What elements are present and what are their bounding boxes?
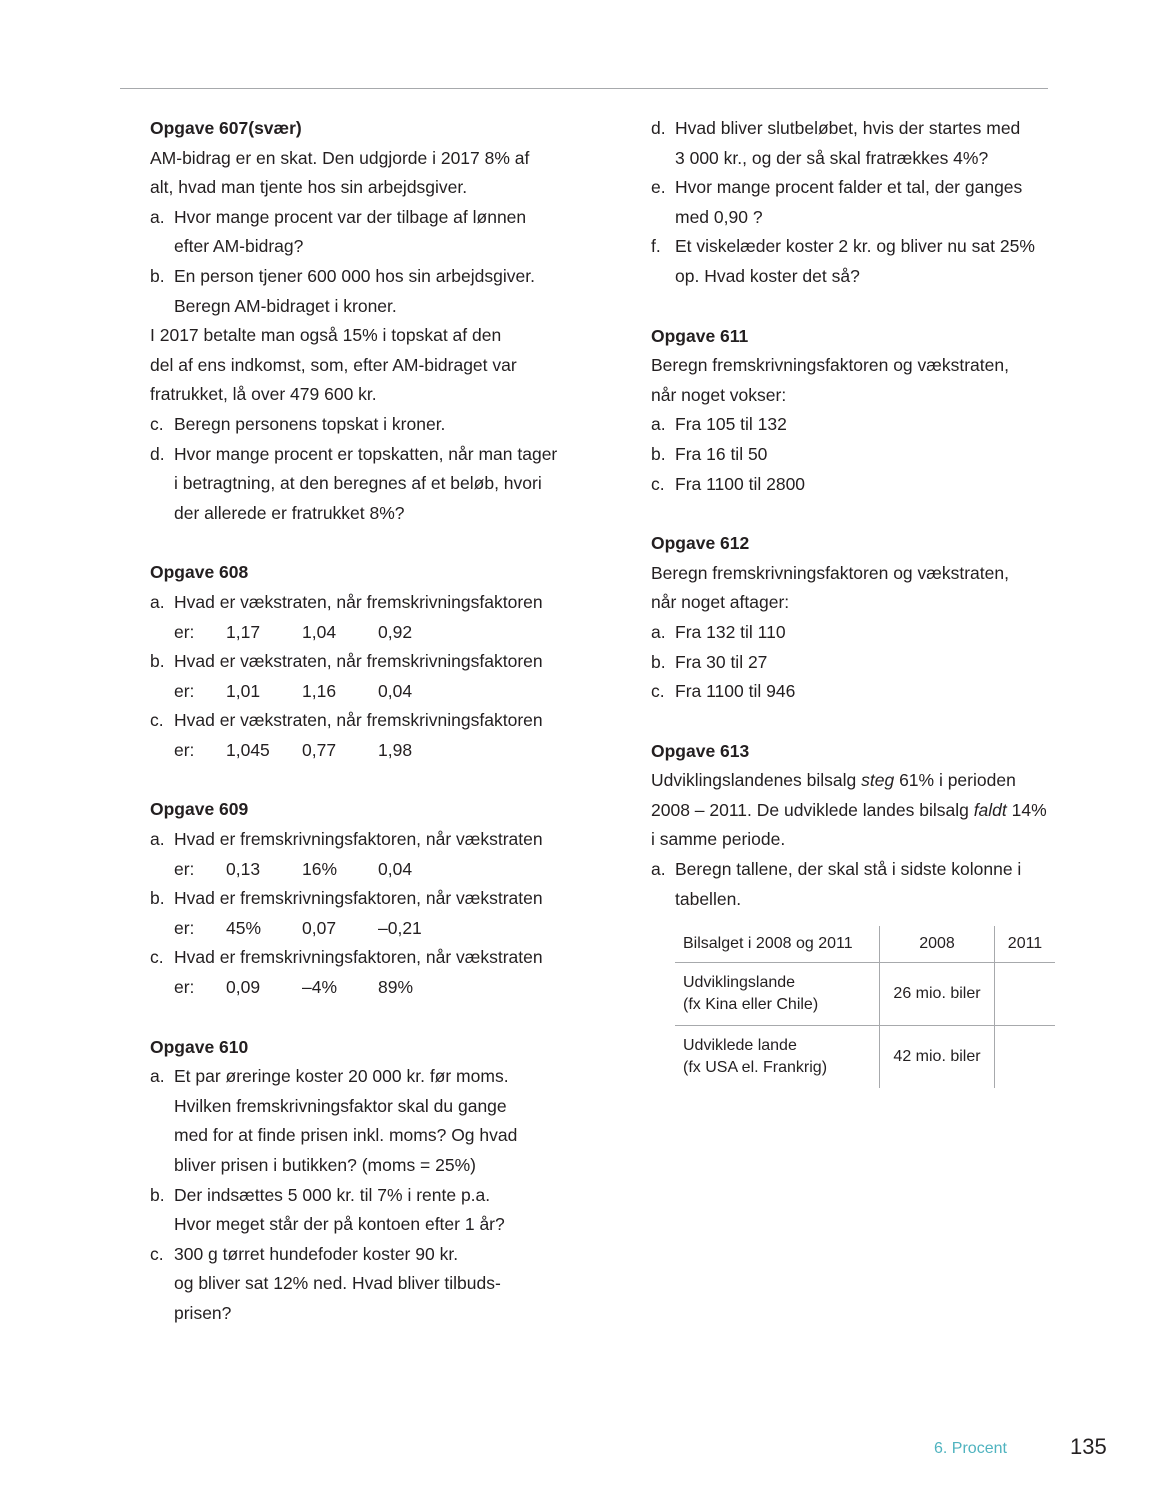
text-line: I 2017 betalte man også 15% i topskat af den: [150, 325, 502, 346]
row-name-line: (fx USA el. Frankrig): [683, 1059, 828, 1077]
question-letter: a.: [651, 859, 666, 880]
text-line: Fra 132 til 110: [675, 621, 786, 642]
question-c: [150, 1240, 590, 1329]
exercise-607: [150, 114, 590, 528]
question-b: [651, 440, 1091, 470]
exercise-title: Opgave 609: [150, 799, 249, 820]
value: 16%: [302, 858, 338, 879]
text-line: op. Hvad koster det så?: [675, 265, 860, 286]
table-cell-2008: 26 mio. biler: [880, 963, 995, 1026]
question-letter: c.: [150, 413, 164, 434]
value-prefix: er:: [174, 621, 195, 642]
question-c: [651, 470, 1091, 500]
text-line: Et viskelæder koster 2 kr. og bliver nu sat 25%: [675, 236, 1035, 257]
text-line: Beregn fremskrivningsfaktoren og vækstraten,: [651, 562, 1009, 583]
question-letter: a.: [150, 1066, 165, 1087]
table-cell-2011: [995, 963, 1056, 1026]
table-header-cell: 2008: [880, 926, 995, 963]
text-line: tabellen.: [675, 888, 742, 909]
text-line: alt, hvad man tjente hos sin arbejdsgiver.: [150, 177, 468, 198]
question-c: [150, 706, 590, 736]
value: 0,04: [378, 858, 413, 879]
text-line: med 0,90 ?: [675, 206, 763, 227]
question-b: [150, 884, 590, 914]
question-letter: a.: [651, 621, 666, 642]
exercise-612: [651, 529, 1091, 707]
text-line: Hvad er fremskrivningsfaktoren, når vækstraten: [174, 829, 543, 850]
text-line: Hvor meget står der på kontoen efter 1 år?: [174, 1214, 505, 1235]
question-f: [651, 232, 1091, 291]
text-line: Hvad bliver slutbeløbet, hvis der startes med: [675, 118, 1021, 138]
text-line: Beregn tallene, der skal stå i sidste kolonne i: [675, 859, 1022, 880]
value: –4%: [302, 977, 338, 998]
value-prefix: er:: [174, 977, 195, 998]
text-line: efter AM-bidrag?: [174, 236, 304, 257]
value: 0,77: [302, 739, 337, 760]
text-line: når noget vokser:: [651, 384, 787, 405]
value-prefix: er:: [174, 858, 195, 879]
car-sales-table: [675, 926, 1055, 1088]
value-row: [150, 973, 590, 1003]
text-line: Hvad er vækstraten, når fremskrivningsfaktoren: [174, 651, 543, 672]
text-line: Hvor mange procent falder et tal, der ganges: [675, 177, 1023, 198]
text-line: Hvad er fremskrivningsfaktoren, når vækstraten: [174, 947, 543, 968]
question-letter: c.: [651, 681, 665, 702]
text-line: i betragtning, at den beregnes af et beløb, hvori: [174, 473, 542, 494]
question-b: [150, 647, 590, 677]
text-line: Beregn fremskrivningsfaktoren og vækstraten,: [651, 355, 1009, 376]
text-line: bliver prisen i butikken? (moms = 25%): [174, 1155, 476, 1175]
exercise-title: Opgave 610: [150, 1036, 249, 1057]
question-letter: f.: [651, 236, 661, 257]
value: 1,98: [378, 739, 413, 760]
value: 1,01: [226, 680, 261, 701]
row-name-line: Udviklingslande: [683, 974, 796, 992]
exercise-610-continued: [651, 114, 1091, 292]
text-line: Fra 16 til 50: [675, 443, 768, 464]
question-a: [150, 1062, 590, 1180]
exercise-611: [651, 322, 1091, 500]
question-letter: b.: [150, 651, 165, 672]
exercise-title: Opgave 608: [150, 562, 249, 583]
text-line: i samme periode.: [651, 829, 786, 850]
table-header-row: [675, 926, 1055, 963]
text-line: Hvad er vækstraten, når fremskrivningsfaktoren: [174, 591, 543, 612]
question-letter: b.: [150, 1184, 165, 1205]
value: 0,04: [378, 680, 413, 701]
question-a: [150, 203, 590, 262]
table-header-cell: 2011: [995, 926, 1056, 963]
page-number: 135: [1070, 1434, 1107, 1459]
question-b: [651, 648, 1091, 678]
text-line: Der indsættes 5 000 kr. til 7% i rente p.a.: [174, 1184, 491, 1205]
question-letter: c.: [150, 710, 164, 731]
exercise-610: [150, 1033, 590, 1329]
value: 1,16: [302, 680, 337, 701]
right-column: [651, 114, 1091, 1118]
text-line: Beregn personens topskat i kroner.: [174, 413, 446, 434]
question-a: [651, 618, 1091, 648]
text-line: Fra 1100 til 946: [675, 681, 796, 702]
value-row: [150, 736, 590, 766]
question-a: [651, 410, 1091, 440]
text-line: når noget aftager:: [651, 592, 790, 613]
table-row: [675, 963, 1055, 1026]
text-line: med for at finde prisen inkl. moms? Og hvad: [174, 1125, 518, 1146]
text-line: 3 000 kr., og der så skal fratrækkes 4%?: [675, 147, 989, 168]
question-letter: c.: [150, 1243, 164, 1264]
exercise-title: Opgave 607(svær): [150, 118, 302, 138]
value-prefix: er:: [174, 680, 195, 701]
table-cell-name: [675, 1026, 880, 1089]
table-cell-2011: [995, 1026, 1056, 1089]
question-letter: d.: [651, 118, 666, 138]
question-letter: a.: [150, 829, 165, 850]
exercise-609: [150, 795, 590, 1002]
table-cell-2008: 42 mio. biler: [880, 1026, 995, 1089]
emphasis: steg: [861, 770, 895, 791]
text-line: Fra 1100 til 2800: [675, 473, 806, 494]
text-line: Beregn AM-bidraget i kroner.: [174, 295, 397, 316]
value: 1,04: [302, 621, 337, 642]
question-letter: b.: [150, 265, 165, 286]
value: 0,09: [226, 977, 261, 998]
question-letter: d.: [150, 443, 165, 464]
text-line: [651, 766, 1091, 796]
question-letter: a.: [150, 591, 165, 612]
row-name-line: Udviklede lande: [683, 1037, 797, 1055]
text-span: 14%: [1006, 799, 1047, 820]
value: –0,21: [378, 917, 422, 938]
question-a: [150, 825, 590, 855]
text-line: En person tjener 600 000 hos sin arbejdsgiver.: [174, 265, 535, 286]
exercise-title: Opgave 613: [651, 740, 750, 761]
text-line: [651, 796, 1091, 826]
question-c: [651, 677, 1091, 707]
text-span: Udviklingslandenes bilsalg: [651, 770, 862, 791]
value: 45%: [226, 917, 262, 938]
question-e: [651, 173, 1091, 232]
text-line: Hvad er vækstraten, når fremskrivningsfaktoren: [174, 710, 543, 731]
text-line: 300 g tørret hundefoder koster 90 kr.: [174, 1243, 459, 1264]
value-prefix: er:: [174, 739, 195, 760]
exercise-608: [150, 558, 590, 765]
left-column: [150, 114, 590, 1359]
question-d: [651, 114, 1091, 173]
value: 1,045: [226, 739, 270, 760]
text-line: Et par øreringe koster 20 000 kr. før moms.: [174, 1066, 509, 1087]
table-cell-name: [675, 963, 880, 1026]
question-letter: e.: [651, 177, 666, 198]
value-row: [150, 677, 590, 707]
question-letter: c.: [651, 473, 665, 494]
text-line: Hvilken fremskrivningsfaktor skal du gange: [174, 1095, 507, 1116]
text-line: og bliver sat 12% ned. Hvad bliver tilbuds-: [174, 1273, 501, 1294]
value: 0,92: [378, 621, 413, 642]
value: 1,17: [226, 621, 261, 642]
value-row: [150, 914, 590, 944]
question-d: [150, 440, 590, 529]
emphasis: faldt: [973, 799, 1007, 820]
text-line: Hvor mange procent var der tilbage af lønnen: [174, 206, 527, 227]
text-line: Hvor mange procent er topskatten, når man tager: [174, 443, 558, 464]
text-line: prisen?: [174, 1302, 232, 1323]
text-span: 61% i perioden: [894, 770, 1016, 791]
footer-chapter: 6. Procent: [934, 1440, 1007, 1457]
exercise-613: [651, 737, 1091, 1089]
text-line: fratrukket, lå over 479 600 kr.: [150, 384, 377, 405]
question-c: [150, 943, 590, 973]
text-line: Fra 30 til 27: [675, 651, 768, 672]
question-a: [651, 855, 1091, 914]
exercise-title: Opgave 612: [651, 533, 750, 554]
question-letter: c.: [150, 947, 164, 968]
question-letter: a.: [150, 206, 165, 227]
value-prefix: er:: [174, 917, 195, 938]
table-row: [675, 1026, 1055, 1089]
question-b: [150, 262, 590, 321]
value-row: [150, 855, 590, 885]
question-c: [150, 410, 590, 440]
text-span: 2008 – 2011. De udviklede landes bilsalg: [651, 799, 974, 820]
question-letter: b.: [651, 443, 666, 464]
question-letter: b.: [651, 651, 666, 672]
question-letter: a.: [651, 414, 666, 435]
question-letter: b.: [150, 888, 165, 909]
text-line: Hvad er fremskrivningsfaktoren, når vækstraten: [174, 888, 543, 909]
value-row: [150, 618, 590, 648]
top-rule: [120, 88, 1048, 89]
table-header-cell: Bilsalget i 2008 og 2011: [675, 926, 880, 963]
value: 0,13: [226, 858, 261, 879]
exercise-title: Opgave 611: [651, 325, 749, 346]
text-line: Fra 105 til 132: [675, 414, 787, 435]
text-line: AM-bidrag er en skat. Den udgjorde i 2017 8% af: [150, 147, 530, 168]
text-line: der allerede er fratrukket 8%?: [174, 502, 405, 523]
text-line: del af ens indkomst, som, efter AM-bidraget var: [150, 354, 517, 375]
value: 89%: [378, 977, 414, 998]
row-name-line: (fx Kina eller Chile): [683, 996, 819, 1014]
question-a: [150, 588, 590, 618]
value: 0,07: [302, 917, 337, 938]
question-b: [150, 1181, 590, 1240]
